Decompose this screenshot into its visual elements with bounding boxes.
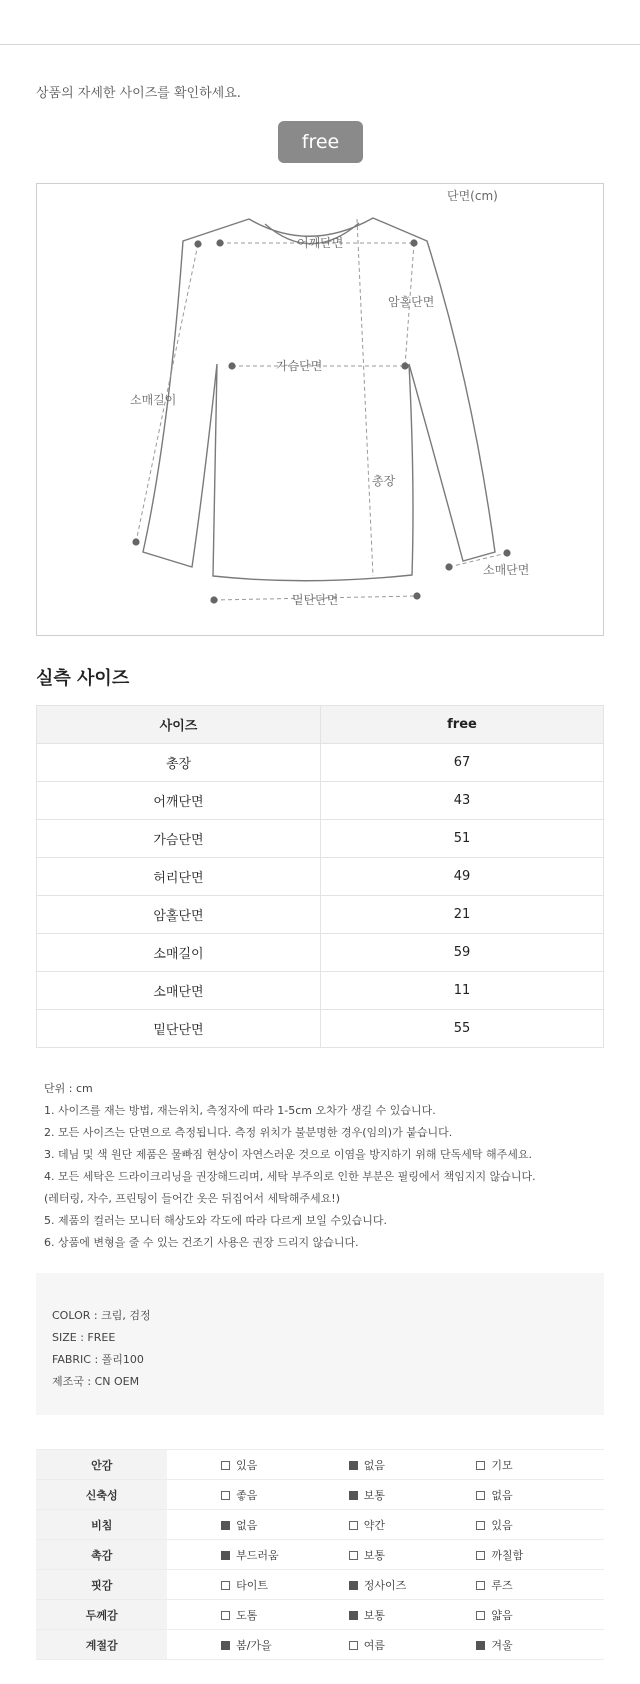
table-row	[37, 858, 604, 896]
row-label: 암홀단면	[37, 896, 321, 934]
attribute-option-label: 보통	[363, 1488, 385, 1502]
label-armhole: 암홀단면	[388, 295, 435, 309]
attribute-option-label: 있음	[236, 1458, 258, 1472]
attribute-option	[476, 1450, 604, 1480]
product-info-box	[36, 1273, 604, 1415]
row-value: 51	[321, 820, 604, 858]
attribute-option-label: 없음	[363, 1458, 385, 1472]
row-value: 43	[321, 782, 604, 820]
attribute-spacer	[167, 1450, 221, 1480]
row-label: 어깨단면	[37, 782, 321, 820]
empty-box-icon	[221, 1461, 230, 1470]
attribute-table	[36, 1449, 604, 1660]
diagram-unit-label: 단면(cm)	[447, 189, 498, 203]
size-option-button[interactable]: free	[278, 121, 363, 163]
attribute-option-label: 정사이즈	[363, 1578, 407, 1592]
attribute-option-label: 보통	[363, 1608, 385, 1622]
note-line: 단위 : cm	[44, 1082, 93, 1095]
attribute-option	[476, 1570, 604, 1600]
checked-box-icon	[476, 1641, 485, 1650]
attribute-spacer	[167, 1480, 221, 1510]
attribute-option	[476, 1510, 604, 1540]
attribute-option-label: 얇음	[491, 1608, 513, 1622]
attribute-option-label: 좋음	[236, 1488, 258, 1502]
intro-text: 상품의 자세한 사이즈를 확인하세요.	[36, 86, 241, 101]
table-row	[37, 744, 604, 782]
label-shoulder: 어깨단면	[297, 236, 344, 250]
attribute-option	[349, 1480, 477, 1510]
row-label: 허리단면	[37, 858, 321, 896]
label-sleeve-width: 소매단면	[483, 563, 530, 577]
table-row	[37, 972, 604, 1010]
checked-box-icon	[349, 1461, 358, 1470]
attribute-option-label: 없음	[491, 1488, 513, 1502]
checked-box-icon	[349, 1581, 358, 1590]
empty-box-icon	[221, 1581, 230, 1590]
top-divider	[0, 44, 640, 45]
attribute-option	[221, 1540, 349, 1570]
attribute-option	[476, 1480, 604, 1510]
info-fabric: FABRIC : 폴리100	[52, 1353, 144, 1366]
row-label: 밑단단면	[37, 1010, 321, 1048]
sweater-body-outline	[143, 218, 495, 581]
attribute-label: 신축성	[36, 1480, 167, 1510]
size-diagram	[36, 183, 604, 636]
table-row	[37, 896, 604, 934]
attribute-option	[476, 1630, 604, 1660]
attribute-option	[349, 1600, 477, 1630]
attribute-label: 계절감	[36, 1630, 167, 1660]
attribute-option	[221, 1450, 349, 1480]
table-row	[37, 820, 604, 858]
empty-box-icon	[221, 1611, 230, 1620]
attribute-option	[349, 1630, 477, 1660]
attribute-option-label: 보통	[363, 1548, 385, 1562]
row-label: 소매길이	[37, 934, 321, 972]
row-label: 소매단면	[37, 972, 321, 1010]
attribute-label: 촉감	[36, 1540, 167, 1570]
attribute-option	[221, 1630, 349, 1660]
section-title: 실측 사이즈	[36, 668, 130, 689]
label-sleeve-length: 소매길이	[130, 393, 177, 407]
attribute-label: 두께감	[36, 1600, 167, 1630]
attribute-row	[36, 1480, 604, 1510]
attribute-option-label: 봄/가을	[236, 1638, 272, 1652]
sweater-outline-drawing	[37, 184, 605, 637]
attribute-row	[36, 1630, 604, 1660]
attribute-option-label: 없음	[236, 1518, 258, 1532]
label-chest: 가슴단면	[276, 359, 323, 373]
attribute-option-label: 겨울	[491, 1638, 513, 1652]
table-row	[37, 934, 604, 972]
row-label: 총장	[37, 744, 321, 782]
size-notes	[44, 1078, 536, 1254]
row-label: 가슴단면	[37, 820, 321, 858]
attribute-spacer	[167, 1600, 221, 1630]
info-origin: 제조국 : CN OEM	[52, 1375, 140, 1388]
attribute-option-label: 약간	[363, 1518, 385, 1532]
attribute-option-label: 있음	[491, 1518, 513, 1532]
attribute-option	[221, 1510, 349, 1540]
attribute-option-label: 부드러움	[236, 1548, 279, 1562]
attribute-option-label: 타이트	[236, 1578, 268, 1592]
note-line: 3. 데님 및 색 원단 제품은 물빠짐 현상이 자연스러운 것으로 이염을 방지하기 위해 단독세탁 해주세요.	[44, 1148, 532, 1161]
attribute-option	[349, 1450, 477, 1480]
attribute-option-label: 루즈	[491, 1578, 513, 1592]
attribute-row	[36, 1510, 604, 1540]
note-line: (레터링, 자수, 프린팅이 들어간 옷은 뒤집어서 세탁해주세요!)	[44, 1192, 340, 1205]
note-line: 6. 상품에 변형을 줄 수 있는 건조기 사용은 권장 드리지 않습니다.	[44, 1236, 359, 1249]
info-color: COLOR : 크림, 검정	[52, 1309, 151, 1322]
attribute-row	[36, 1570, 604, 1600]
header-free: free	[321, 706, 604, 744]
checked-box-icon	[349, 1611, 358, 1620]
empty-box-icon	[349, 1521, 358, 1530]
attribute-option-label: 여름	[363, 1638, 385, 1652]
empty-box-icon	[476, 1461, 485, 1470]
row-value: 49	[321, 858, 604, 896]
row-value: 67	[321, 744, 604, 782]
attribute-option	[221, 1480, 349, 1510]
attribute-label: 비침	[36, 1510, 167, 1540]
attribute-spacer	[167, 1570, 221, 1600]
attribute-option	[476, 1540, 604, 1570]
attribute-spacer	[167, 1510, 221, 1540]
attribute-spacer	[167, 1630, 221, 1660]
row-value: 21	[321, 896, 604, 934]
attribute-label: 안감	[36, 1450, 167, 1480]
note-line: 4. 모든 세탁은 드라이크리닝을 권장해드리며, 세탁 부주의로 인한 부분은 필링에서 책임지지 않습니다.	[44, 1170, 536, 1183]
info-size: SIZE : FREE	[52, 1331, 116, 1344]
row-value: 55	[321, 1010, 604, 1048]
table-row	[37, 782, 604, 820]
empty-box-icon	[476, 1581, 485, 1590]
row-value: 59	[321, 934, 604, 972]
empty-box-icon	[476, 1551, 485, 1560]
empty-box-icon	[476, 1521, 485, 1530]
attribute-row	[36, 1600, 604, 1630]
attribute-row	[36, 1450, 604, 1480]
empty-box-icon	[476, 1611, 485, 1620]
attribute-label: 핏감	[36, 1570, 167, 1600]
header-size: 사이즈	[37, 706, 321, 744]
empty-box-icon	[221, 1491, 230, 1500]
attribute-row	[36, 1540, 604, 1570]
note-line: 1. 사이즈를 재는 방법, 재는위치, 측정자에 따라 1-5cm 오차가 생길 수 있습니다.	[44, 1104, 436, 1117]
empty-box-icon	[349, 1551, 358, 1560]
row-value: 11	[321, 972, 604, 1010]
empty-box-icon	[476, 1491, 485, 1500]
label-hem: 밑단단면	[292, 593, 339, 607]
size-table	[36, 705, 604, 1048]
note-line: 2. 모든 사이즈는 단면으로 측정됩니다. 측정 위치가 불분명한 경우(임의)가 붙습니다.	[44, 1126, 453, 1139]
attribute-option	[221, 1600, 349, 1630]
attribute-option-label: 기모	[491, 1458, 513, 1472]
attribute-option	[349, 1540, 477, 1570]
empty-box-icon	[349, 1641, 358, 1650]
size-table-header	[37, 706, 604, 744]
table-row	[37, 1010, 604, 1048]
attribute-option-label: 까칠함	[491, 1548, 524, 1562]
attribute-option	[221, 1570, 349, 1600]
checked-box-icon	[349, 1491, 358, 1500]
checked-box-icon	[221, 1641, 230, 1650]
attribute-option	[349, 1570, 477, 1600]
attribute-option	[349, 1510, 477, 1540]
label-total-length: 총장	[372, 474, 396, 488]
note-line: 5. 제품의 컬러는 모니터 해상도와 각도에 따라 다르게 보일 수있습니다.	[44, 1214, 387, 1227]
checked-box-icon	[221, 1521, 230, 1530]
attribute-spacer	[167, 1540, 221, 1570]
attribute-option	[476, 1600, 604, 1630]
attribute-option-label: 도톰	[236, 1608, 258, 1622]
checked-box-icon	[221, 1551, 230, 1560]
